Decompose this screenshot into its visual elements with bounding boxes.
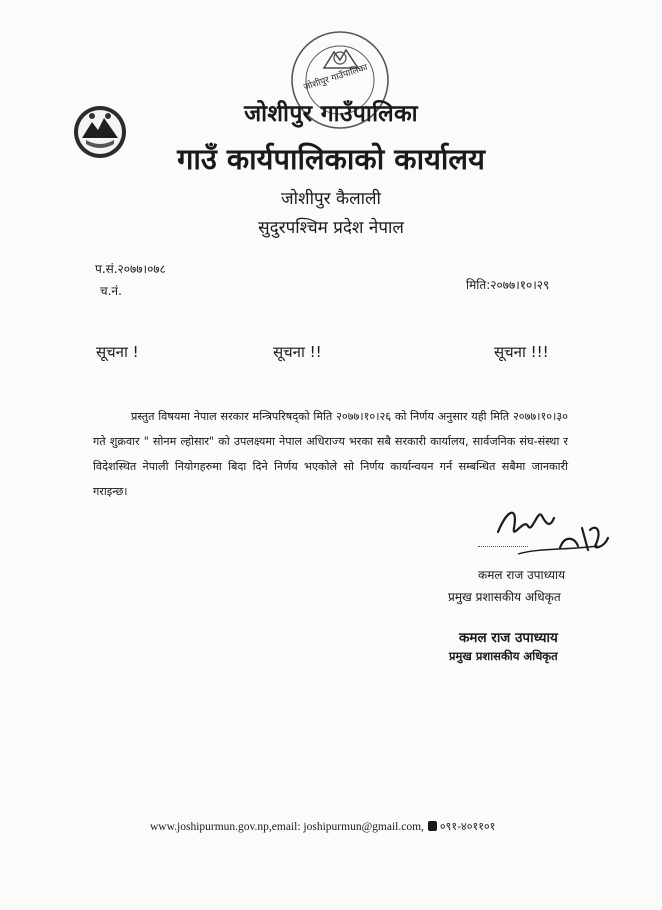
stamp-text: जोशीपुर गाउँपालिका [302, 62, 369, 93]
notice-body: प्रस्तुत विषयमा नेपाल सरकार मन्त्रिपरिषद्को मिति २०७७।१०।२६ को निर्णय अनुसार यही मिति २०७७।१०।३० गते शुक्रवार " सोनम ल्होसार" को उपलक्ष्यमा नेपाल अधिराज्य भरका सबै सरकारी कार्यालय, सार्वजनिक संघ-संस्था र विदेशस्थित नेपाली नियोगहरुमा बिदा दिने निर्णय भएकोले सो निर्णय कार्यान्वयन गर्न सम्बन्धित सबैमा जानकारी गराइन्छ। [93, 410, 568, 498]
seal-title: प्रमुख प्रशासकीय अधिकृत [449, 649, 558, 663]
footer-phone: ०९१-४०११०१ [439, 820, 496, 833]
letter-date: मिति:२०७७।१०।२९ [466, 278, 550, 292]
municipality-name: जोशीपुर गाउँपालिका [244, 101, 418, 127]
notice-label-3: सूचना !!! [494, 343, 549, 361]
footer-contact-text: www.joshipurmun.gov.np,email: joshipurmun@gmail.com, [150, 821, 424, 833]
seal-name: कमल राज उपाध्याय [459, 630, 558, 646]
notice-label-2: सूचना !! [273, 343, 322, 361]
office-title: गाउँ कार्यपालिकाको कार्यालय [177, 142, 485, 176]
signatory-title: प्रमुख प्रशासकीय अधिकृत [448, 590, 561, 604]
dispatch-number: च.नं. [100, 284, 122, 298]
signature-line [478, 546, 528, 547]
signatory-name: कमल राज उपाध्याय [478, 568, 566, 582]
office-location: जोशीपुर कैलाली [281, 189, 381, 209]
notice-label-1: सूचना ! [96, 343, 139, 361]
handwritten-signature [478, 488, 618, 570]
office-province: सुदुरपश्चिम प्रदेश नेपाल [258, 218, 404, 238]
phone-icon [428, 821, 437, 831]
letter-number: प.सं.२०७७।०७८ [95, 262, 166, 276]
footer-contact [150, 819, 495, 834]
